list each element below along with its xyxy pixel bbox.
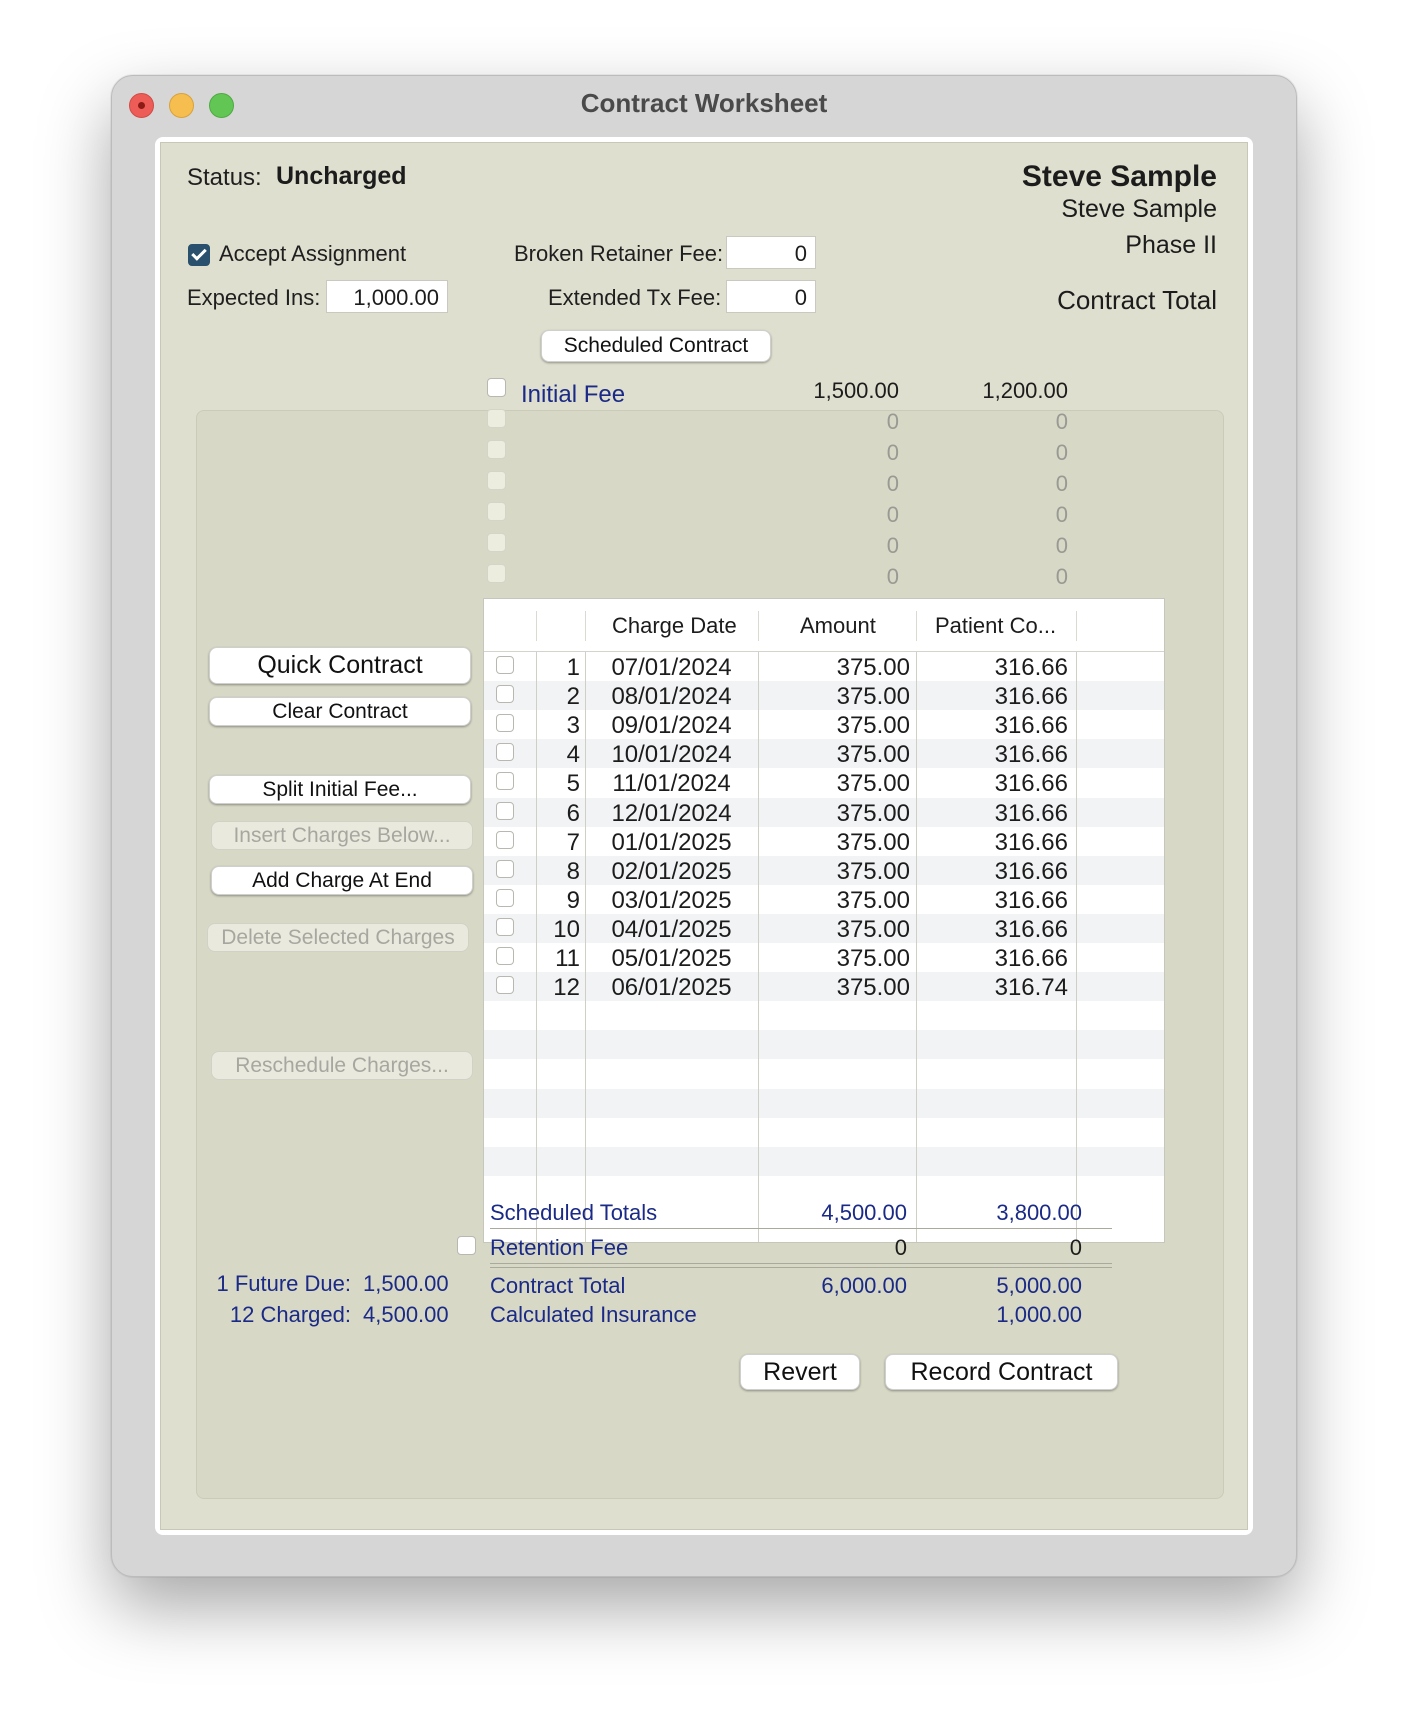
calculated-insurance-label: Calculated Insurance (490, 1302, 697, 1327)
row-select-checkbox[interactable] (496, 976, 514, 994)
totals-separator (490, 1228, 1112, 1229)
table-row[interactable] (484, 914, 1164, 943)
table-row[interactable] (484, 710, 1164, 739)
patient-amount: 316.66 (994, 654, 1068, 681)
charge-date: 01/01/2025 (611, 828, 732, 856)
patient-amount: 316.66 (994, 828, 1068, 856)
future-due-label: 1 Future Due: (216, 1271, 351, 1296)
charge-amount: 375.00 (836, 770, 910, 798)
row-select-checkbox[interactable] (496, 685, 514, 703)
reschedule-charges-button[interactable]: Reschedule Charges... (211, 1051, 473, 1080)
empty-table-row (484, 1147, 1164, 1176)
charge-date: 12/01/2024 (611, 799, 732, 827)
revert-button[interactable]: Revert (740, 1354, 860, 1390)
initial-fee-amount[interactable]: 0 (886, 409, 899, 434)
row-select-checkbox[interactable] (496, 714, 514, 732)
retention-fee-amount: 0 (894, 1235, 907, 1260)
patient-amount: 316.66 (994, 683, 1068, 711)
charge-amount: 375.00 (836, 741, 910, 769)
charge-amount: 375.00 (836, 857, 910, 885)
charges-table-header (484, 599, 1164, 652)
table-row[interactable] (484, 798, 1164, 827)
contract-total-amount: 6,000.00 (821, 1273, 907, 1298)
row-select-checkbox[interactable] (496, 831, 514, 849)
table-row[interactable] (484, 768, 1164, 797)
charge-amount: 375.00 (836, 828, 910, 856)
column-header-amount[interactable]: Amount (800, 613, 876, 638)
initial-fee-patient[interactable]: 1,200.00 (982, 378, 1068, 403)
worksheet-panel (155, 137, 1253, 1535)
charged-value: 4,500.00 (363, 1302, 449, 1327)
row-number: 5 (566, 770, 580, 798)
patient-amount: 316.66 (994, 886, 1068, 914)
extended-tx-label: Extended Tx Fee: (548, 285, 722, 310)
charge-amount: 375.00 (836, 799, 910, 827)
initial-fee-checkbox[interactable] (487, 533, 506, 552)
charge-date: 10/01/2024 (611, 741, 732, 769)
patient-amount: 316.74 (994, 974, 1068, 1002)
window-title: Contract Worksheet (580, 88, 828, 118)
charges-table (483, 598, 1165, 1243)
retention-fee-patient: 0 (1069, 1235, 1082, 1260)
table-row[interactable] (484, 652, 1164, 681)
table-row[interactable] (484, 972, 1164, 1001)
patient-amount: 316.66 (994, 915, 1068, 943)
table-row[interactable] (484, 739, 1164, 768)
row-number: 7 (566, 828, 580, 856)
charge-date: 04/01/2025 (611, 915, 732, 943)
expected-ins-label: Expected Ins: (187, 285, 321, 310)
row-select-checkbox[interactable] (496, 889, 514, 907)
row-number: 11 (555, 945, 580, 972)
initial-fee-checkbox[interactable] (487, 409, 506, 428)
initial-fee-label[interactable]: Initial Fee (521, 381, 626, 408)
add-charge-at-end-button[interactable]: Add Charge At End (211, 866, 473, 895)
row-select-checkbox[interactable] (496, 802, 514, 820)
table-row[interactable] (484, 681, 1164, 710)
contract-total-label: Contract Total (490, 1273, 626, 1298)
table-row[interactable] (484, 885, 1164, 914)
row-number: 9 (566, 886, 580, 914)
empty-table-row (484, 1089, 1164, 1118)
status-label: Status: (187, 164, 262, 191)
charge-amount: 375.00 (836, 683, 910, 711)
scheduled-totals-label: Scheduled Totals (490, 1200, 658, 1225)
charge-date: 05/01/2025 (611, 945, 732, 972)
patient-name: Steve Sample (1021, 160, 1217, 193)
charge-amount: 375.00 (836, 712, 910, 740)
table-row[interactable] (484, 943, 1164, 972)
initial-fee-amount[interactable]: 0 (886, 502, 899, 527)
charge-amount: 375.00 (836, 886, 910, 914)
initial-fee-patient[interactable]: 0 (1055, 471, 1068, 496)
row-number: 2 (566, 683, 580, 711)
table-row[interactable] (484, 827, 1164, 856)
patient-amount: 316.66 (994, 770, 1068, 798)
scheduled-totals-amount: 4,500.00 (821, 1200, 907, 1225)
initial-fee-amount[interactable]: 0 (886, 564, 899, 589)
initial-fee-checkbox[interactable] (487, 502, 506, 521)
patient-amount: 316.66 (994, 857, 1068, 885)
row-select-checkbox[interactable] (496, 743, 514, 761)
charge-date: 09/01/2024 (611, 712, 732, 740)
insert-charges-below-button[interactable]: Insert Charges Below... (211, 821, 473, 850)
split-initial-fee-button[interactable]: Split Initial Fee... (209, 775, 471, 804)
scheduled-totals-patient: 3,800.00 (996, 1200, 1082, 1225)
patient-amount: 316.66 (994, 945, 1068, 972)
calculated-insurance-value: 1,000.00 (996, 1302, 1082, 1327)
charge-date: 03/01/2025 (611, 886, 732, 914)
charge-date: 02/01/2025 (611, 857, 732, 885)
contract-worksheet-window (111, 75, 1297, 1577)
row-number: 12 (553, 974, 580, 1002)
charge-amount: 375.00 (836, 915, 910, 943)
initial-fee-amount[interactable]: 0 (886, 440, 899, 465)
initial-fee-patient[interactable]: 0 (1055, 502, 1068, 527)
initial-fee-patient[interactable]: 0 (1055, 440, 1068, 465)
row-select-checkbox[interactable] (496, 918, 514, 936)
broken-retainer-label: Broken Retainer Fee: (514, 241, 724, 266)
future-due-value: 1,500.00 (363, 1271, 449, 1296)
initial-fee-checkbox[interactable] (487, 564, 506, 583)
column-header-patient-co[interactable]: Patient Co... (935, 613, 1057, 638)
retention-fee-checkbox[interactable] (457, 1236, 476, 1255)
charge-amount: 375.00 (836, 654, 910, 681)
scheduled-contract-button[interactable]: Scheduled Contract (541, 330, 771, 362)
accept-assignment-label: Accept Assignment (219, 241, 407, 266)
patient-amount: 316.66 (994, 712, 1068, 740)
patient-subtitle: Steve Sample (1061, 195, 1217, 223)
patient-amount: 316.66 (994, 799, 1068, 827)
initial-fee-amount[interactable]: 0 (886, 471, 899, 496)
initial-fee-amount[interactable]: 0 (886, 533, 899, 558)
charge-amount: 375.00 (836, 974, 910, 1002)
phase-label: Phase II (1125, 231, 1217, 259)
delete-selected-charges-button[interactable]: Delete Selected Charges (207, 923, 469, 952)
row-select-checkbox[interactable] (496, 772, 514, 790)
retention-separator-1 (490, 1263, 1112, 1264)
row-number: 1 (566, 654, 580, 681)
initial-fee-amount[interactable]: 1,500.00 (813, 378, 899, 403)
contract-total-patient: 5,000.00 (996, 1273, 1082, 1298)
row-number: 10 (553, 915, 580, 943)
column-header-charge-date[interactable]: Charge Date (612, 613, 737, 638)
row-select-checkbox[interactable] (496, 656, 514, 674)
initial-fee-patient[interactable]: 0 (1055, 564, 1068, 589)
status-value: Uncharged (276, 162, 407, 190)
row-select-checkbox[interactable] (496, 860, 514, 878)
charge-amount: 375.00 (836, 945, 910, 972)
empty-table-row (484, 1030, 1164, 1059)
initial-fee-patient[interactable]: 0 (1055, 409, 1068, 434)
empty-table-row (484, 1001, 1164, 1030)
patient-amount: 316.66 (994, 741, 1068, 769)
retention-fee-label: Retention Fee (490, 1235, 629, 1260)
initial-fee-checkbox[interactable] (487, 440, 506, 459)
worksheet-body (160, 142, 1248, 1530)
row-number: 6 (566, 799, 580, 827)
empty-table-row (484, 1059, 1164, 1088)
broken-retainer-input[interactable]: 0 (726, 236, 816, 269)
row-select-checkbox[interactable] (496, 947, 514, 965)
empty-table-row (484, 1118, 1164, 1147)
accept-assignment-checkbox[interactable] (188, 244, 210, 266)
charge-date: 06/01/2025 (611, 974, 732, 1002)
initial-fee-checkbox[interactable] (487, 471, 506, 490)
retention-separator-2 (490, 1267, 1112, 1268)
quick-contract-button[interactable]: Quick Contract (209, 647, 471, 684)
extended-tx-input[interactable]: 0 (726, 280, 816, 313)
expected-ins-input[interactable]: 1,000.00 (326, 280, 448, 313)
table-row[interactable] (484, 856, 1164, 885)
initial-fee-patient[interactable]: 0 (1055, 533, 1068, 558)
charge-date: 07/01/2024 (611, 654, 732, 681)
clear-contract-button[interactable]: Clear Contract (209, 697, 471, 726)
contract-total-heading: Contract Total (1057, 285, 1217, 315)
initial-fee-checkbox[interactable] (487, 378, 506, 397)
charge-date: 08/01/2024 (611, 683, 732, 711)
record-contract-button[interactable]: Record Contract (885, 1354, 1118, 1390)
charged-label: 12 Charged: (229, 1302, 351, 1327)
row-number: 8 (566, 857, 580, 885)
charge-date: 11/01/2024 (612, 770, 731, 798)
row-number: 4 (566, 741, 580, 769)
row-number: 3 (566, 712, 580, 740)
title-bar (112, 76, 1296, 132)
